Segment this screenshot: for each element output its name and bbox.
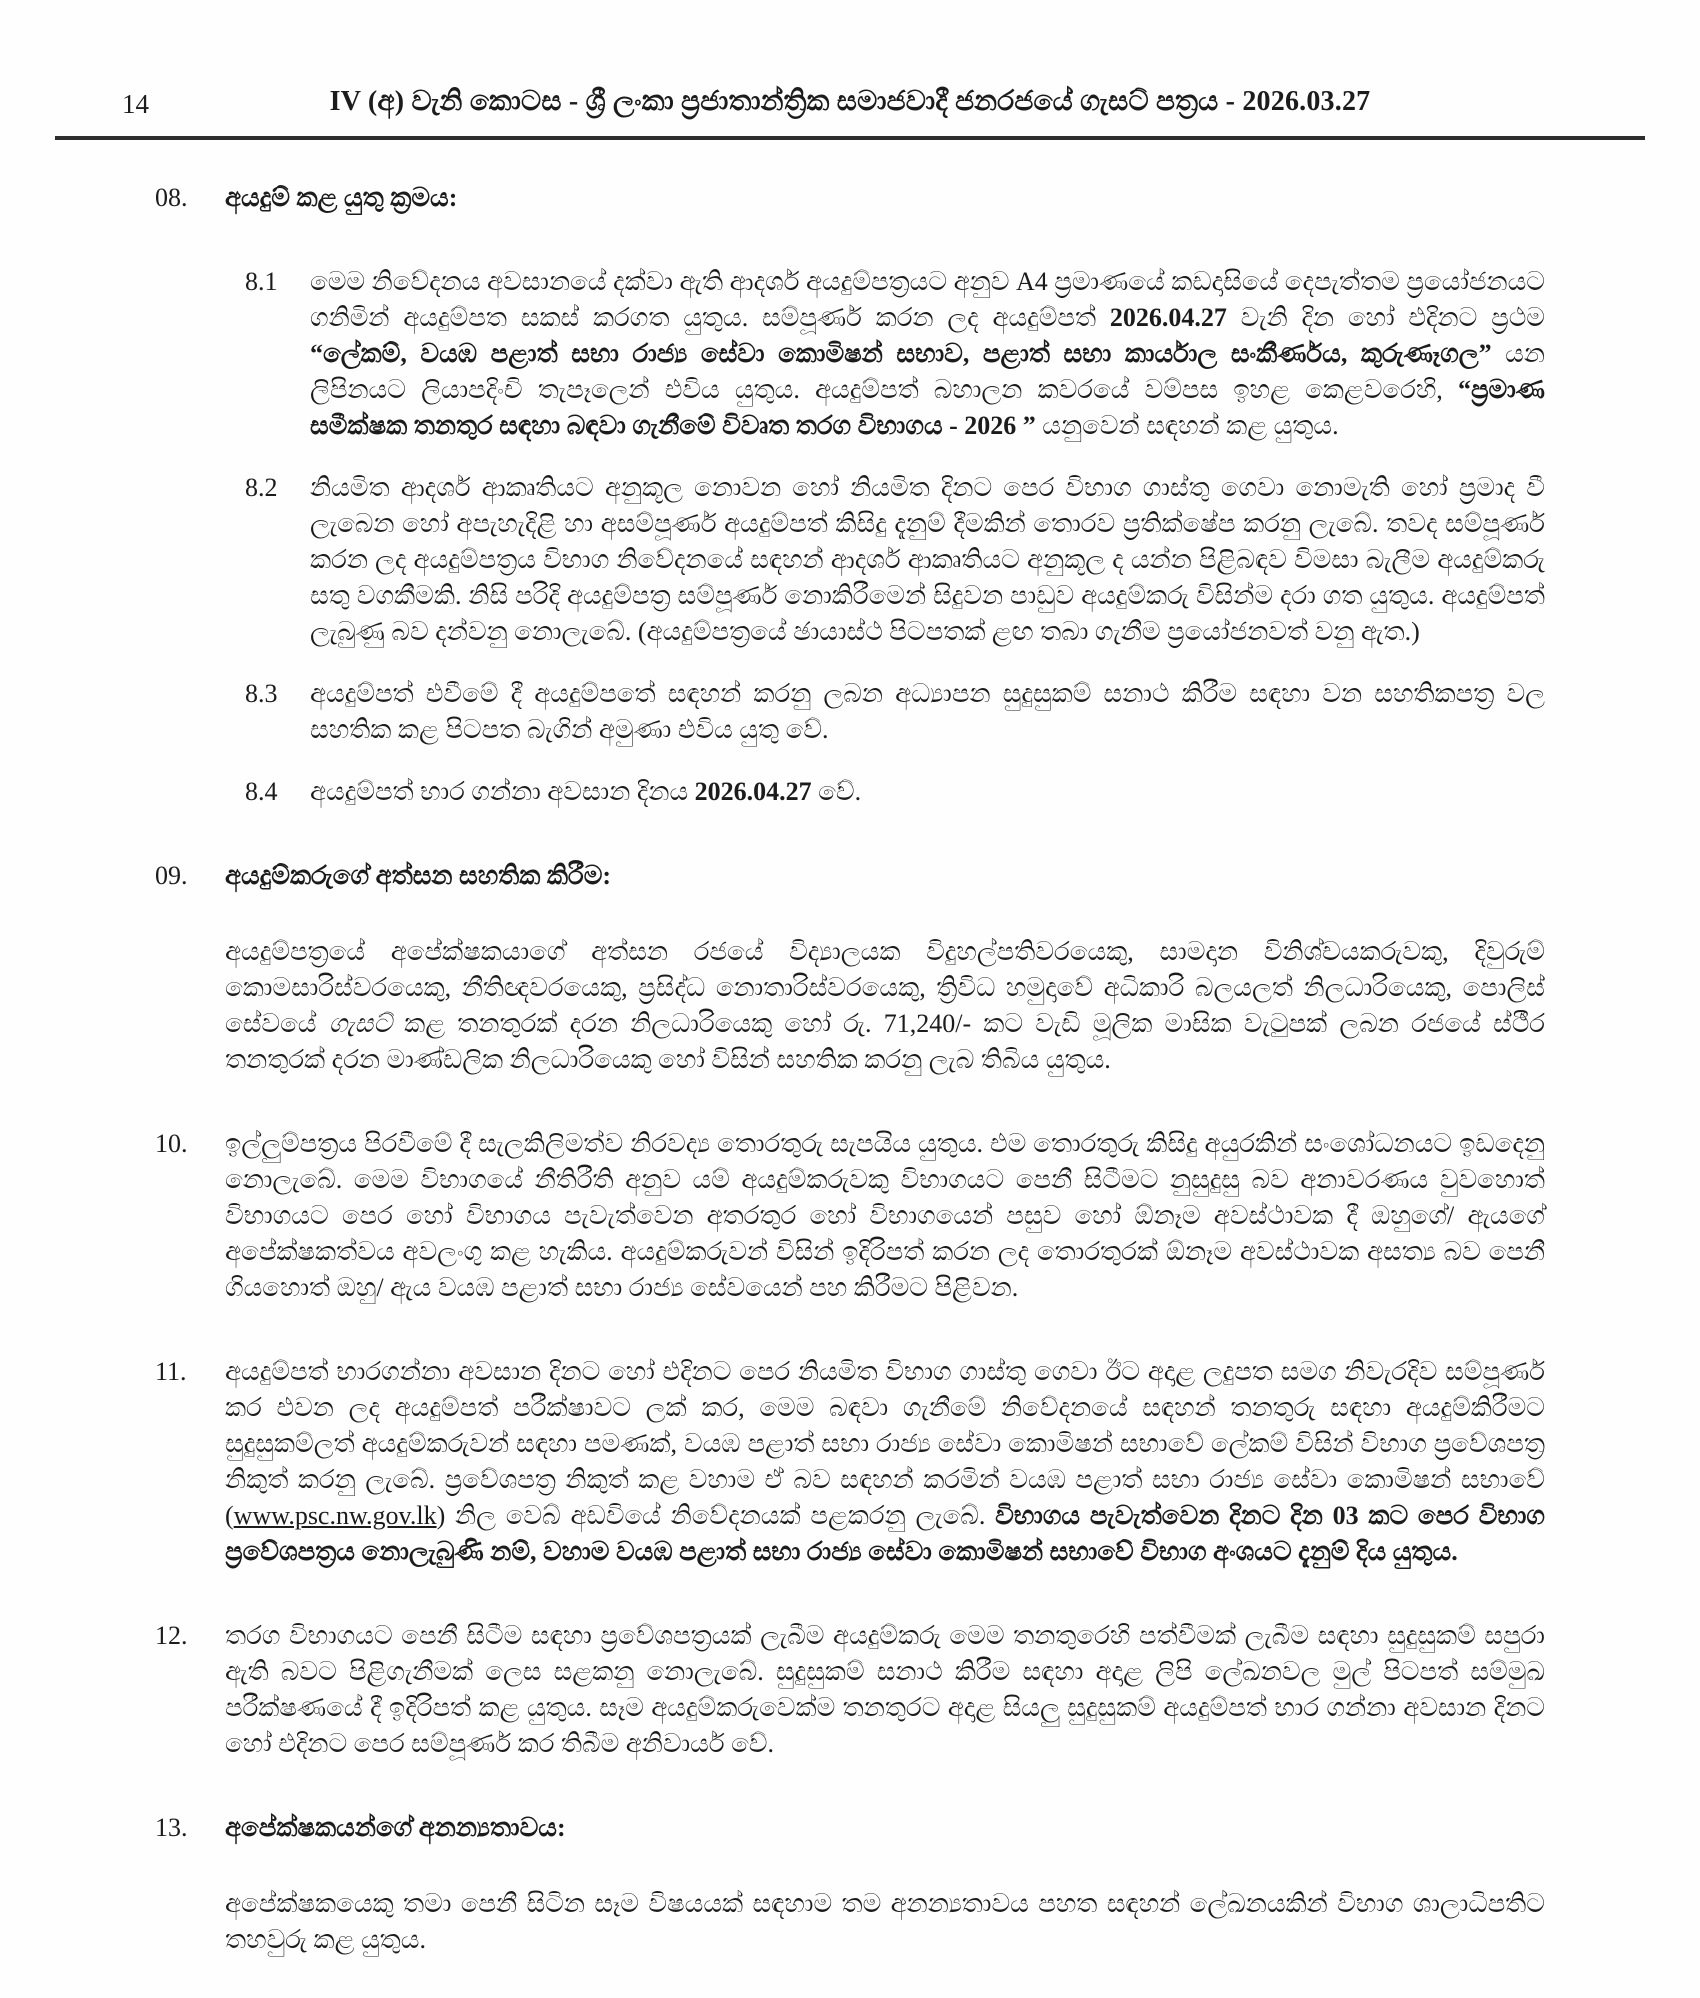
section-12-paragraph: තරග විභාගයට පෙනී සිටීම සඳහා ප්‍රවේශපත්‍රයක් ලැබීම අයදුම්කරු මෙම තනතුරෙහි පත්වීමක් ලැබීම සඳහා සුදුසුකම් සපුරා ඇති බවට පිළිගැනීමක් ලෙස සළකනු නොලැබේ. සුදුසුකම් සනාථ කිරීම සඳහා අදාළ ලිපි ලේඛනවල මුල් පිටපත් සම්මුඛ පරීක්ෂණයේ දී ඉදිරිපත් කළ යුතුය. සෑම අයදුම්කරුවෙක්ම තනතුරට අදාළ සියලු සුදුසුකම් අයදුම්පත් භාර ගන්නා අවසාන දිනට හෝ එදිනට පෙර සම්පූර්ණ කර තිබීම අනිවාර්ය වේ.: [225, 1621, 1545, 1758]
page-number: 14: [122, 89, 149, 119]
text-segment: වේ.: [811, 777, 862, 806]
section-13-body: [225, 1810, 1545, 1958]
subsection-8-3-number: 8.3: [245, 679, 278, 708]
page-content: [0, 180, 1700, 1998]
section-13-paragraph: අපේක්ෂකයෙකු තමා පෙනී සිටින සෑම විෂයයක් සඳහාම තම අනන්‍යතාවය පහත සඳහන් ලේඛනයකින් විභාග ශාලාධිපතිට තහවුරු කළ යුතුය.: [225, 1889, 1545, 1954]
section-11-body: [225, 1354, 1545, 1570]
section-11-paragraph: [225, 1354, 1545, 1570]
section-10-number: 10.: [155, 1129, 188, 1158]
section-11-number: 11.: [155, 1357, 187, 1386]
text-segment: මෙම නිවේදනය අවසානයේ දක්වා ඇති ආදර්ශ අයදුම්පත්‍රයට අනුව A4 ප්‍රමාණයේ කඩදාසියේ දෙපැත්තම ප්‍රයෝජනයට ගනිමින් අයදුම්පත සකස් කරගත යුතුය. සම්පූර්ණ කරන ලද අයදුම්පත්: [310, 267, 1545, 332]
text-segment: යනුවෙන් සඳහන් කළ යුතුය.: [1035, 411, 1339, 440]
text-segment: අයදුම්පත් භාරගන්නා අවසාන දිනට හෝ එදිනට පෙර නියමිත විභාග ගාස්තු ගෙවා ඊට අදාළ ලදුපත සමග නිවැරදිව සම්පූර්ණ කර එවන ලද අයදුම්පත් පරීක්ෂාවට ලක් කර, මෙම බඳවා ගැනීමේ නිවේදනයේ සඳහන් තනතුරු සඳහා අයදුම්කිරීමට සුදුසුකම්ලත් අයදුම්කරුවන් සඳහා පමණක්, වයඹ පළාත් සභා රාජ්‍ය සේවා කොමිෂන් සභාවේ ලේකම් විසින් විභාග ප්‍රවේශපත්‍ර නිකුත් කරනු ලැබේ. ප්‍රවේශපත්‍ර නිකුත් කළ වහාම ඒ බව සඳහන් කරමින් වයඹ පළාත් සභා රාජ්‍ය සේවා කොමිෂන් සභාවේ (: [225, 1357, 1545, 1530]
subsection-8-2: [225, 470, 1545, 650]
text-segment: අයදුම්පත් භාර ගන්නා අවසාන දිනය: [310, 777, 695, 806]
section-10-body: [225, 1126, 1545, 1306]
exam-name-bold: “ප්‍රමාණ සමීක්ෂක තනතුර සඳහා බඳවා ගැනීමේ විවෘත තරග විභාගය - 2026 ”: [310, 375, 1545, 440]
section-13-number: 13.: [155, 1813, 188, 1842]
subsection-8-4-paragraph: [310, 774, 1545, 810]
section-12: [155, 1618, 1545, 1762]
section-13-heading: අපේක්ෂකයන්ගේ අනන්‍යතාවය:: [225, 1813, 566, 1842]
admission-card-notice-bold: විභාගය පැවැත්වෙන දිනට දින 03 කට පෙර විභාග ප්‍රවේශපත්‍රය නොලැබුණි නම්, වහාම වයඹ පළාත් සභා රාජ්‍ය සේවා කොමිෂන් සභාවේ විභාග අංශයට දැනුම් දිය යුතුය.: [225, 1501, 1545, 1566]
subsection-8-2-paragraph: නියමිත ආදර්ශ ආකෘතියට අනුකූල නොවන හෝ නියමිත දිනට පෙර විභාග ගාස්තු ගෙවා නොමැති හෝ ප්‍රමාද වී ලැබෙන හෝ අපැහැදිළි හා අසම්පූර්ණ අයදුම්පත් කිසිදු දැනුම් දීමකින් තොරව ප්‍රතික්ෂේප කරනු ලැබේ. තවද සම්පූර්ණ කරන ලද අයදුම්පත්‍රය විභාග නිවේදනයේ සඳහන් ආදර්ශ ආකෘතියට අනුකූල ද යන්න පිළිබඳව විමසා බැලීම අයදුම්කරු සතු වගකීමකි. නිසි පරිදි අයදුම්පත්‍ර සම්පූර්ණ නොකිරීමෙන් සිදුවන පාඩුව අයදුම්කරු විසින්ම දරා ගත යුතුය. අයදුම්පත් ලැබුණු බව දන්වනු නොලැබේ. (අයදුම්පත්‍රයේ ඡායාස්ථ පිටපතක් ළඟ තබා ගැනීම ප්‍රයෝජනවත් වනු ඇත.): [310, 473, 1545, 646]
section-08: [155, 180, 1545, 810]
closing-date-bold: 2026.04.27: [1109, 303, 1227, 332]
page-header: [0, 0, 1700, 120]
psc-website-link[interactable]: www.psc.nw.gov.lk: [233, 1501, 437, 1530]
section-12-number: 12.: [155, 1621, 188, 1650]
section-08-number: 08.: [155, 183, 188, 212]
header-rule: [55, 136, 1645, 140]
subsection-8-3: [225, 676, 1545, 748]
section-10: [155, 1126, 1545, 1306]
section-08-heading: අයදුම් කළ යුතු ක්‍රමය:: [225, 183, 458, 212]
closing-date-bold: 2026.04.27: [694, 777, 812, 806]
section-12-body: [225, 1618, 1545, 1762]
text-segment: කළ තනතුරක් දරන නිලධාරියෙකු හෝ රු. 71,240/- කට වැඩි මූලික මාසික වැටුපක් ලබන රජයේ ස්ථීර තනතුරක් දරන මාණ්ඩලික නිලධාරියෙකු හෝ විසින් සහතික කරනු ලැබ තිබිය යුතුය.: [225, 1009, 1546, 1074]
text-segment: ) නිල වෙබ් අඩවියේ නිවේදනයක් පළකරනු ලැබේ.: [436, 1501, 996, 1530]
subsection-8-1: [225, 264, 1545, 444]
gazette-header-title: IV (අ) වැනි කොටස - ශ්‍රී ලංකා ප්‍රජාතාන්ත්‍රික සමාජවාදී ජනරජයේ ගැසට් පත්‍රය - 2026.03.27: [329, 86, 1371, 117]
gazetted-word-italic: ගැසට්: [328, 1009, 392, 1038]
subsection-8-1-number: 8.1: [245, 267, 278, 296]
section-10-paragraph: ඉල්ලුම්පත්‍රය පිරවීමේ දී සැලකිලිමත්ව නිරවද්‍ය තොරතුරු සැපයිය යුතුය. එම තොරතුරු කිසිදු අයුරකින් සංශෝධනයට ඉඩදෙනු නොලැබේ. මෙම විභාගයේ නීතිරීති අනුව යම් අයදුම්කරුවකු විභාගයට පෙනී සිටීමට නුසුදුසු බව අනාවරණය වුවහොත් විභාගයට පෙර හෝ විභාගය පැවැත්වෙන අතරතුර හෝ විභාගයෙන් පසුව හෝ ඕනෑම අවස්ථාවක දී ඔහුගේ/ ඇයගේ අපේක්ෂකත්වය අවලංගු කළ හැකිය. අයදුම්කරුවන් විසින් ඉදිරිපත් කරන ලද තොරතුරක් ඕනෑම අවස්ථාවක අසත්‍ය බව පෙනී ගියහොත් ඔහු/ ඇය වයඹ පළාත් සභා රාජ්‍ය සේවයෙන් පහ කිරීමට පිළිවන.: [225, 1129, 1545, 1302]
text-segment: යන ලිපිනයට ලියාපදිංචි තැපෑලෙන් එවිය යුතුය. අයදුම්පත් බහාලන කවරයේ වම්පස ඉහළ කෙළවරෙහි,: [310, 339, 1545, 404]
section-08-body: [225, 180, 1545, 810]
subsection-8-4-number: 8.4: [245, 777, 278, 806]
text-segment: අයදුම්පත්‍රයේ අපේක්ෂකයාගේ අත්සන රජයේ විද්‍යාලයක විදුහල්පතිවරයෙකු, සාමදාන විනිශ්චයකරුවකු, දිවුරුම් කොමසාරිස්වරයෙකු, නීතිඥවරයෙකු, ප්‍රසිද්ධ නොතාරිස්වරයෙකු, ත්‍රිවිධ හමුදාවේ අධිකාරි බලයලත් නිලධාරියෙකු, පොලිස් සේවයේ: [225, 937, 1545, 1038]
text-segment: වැනි දින හෝ එදිනට ප්‍රථම: [1226, 303, 1545, 332]
section-09-paragraph: [225, 934, 1545, 1078]
section-11: [155, 1354, 1545, 1570]
subsection-8-3-paragraph: අයදුම්පත් එවීමේ දී අයදුම්පතේ සඳහන් කරනු ලබන අධ්‍යාපන සුදුසුකම් සනාථ කිරීම සඳහා වන සහතිකපත්‍ර වල සහතික කළ පිටපත බැගින් අමුණා එවිය යුතු වේ.: [310, 679, 1545, 744]
postal-address-bold: “ලේකම්, වයඹ පළාත් සභා රාජ්‍ය සේවා කොමිෂන් සභාව, පළාත් සභා කාර්යාල සංකීර්ණය, කුරුණෑගල”: [310, 339, 1492, 368]
subsection-8-1-paragraph: [310, 264, 1545, 444]
section-13: [155, 1810, 1545, 1958]
section-09-body: [225, 858, 1545, 1078]
section-09: [155, 858, 1545, 1078]
section-09-heading: අයදුම්කරුගේ අත්සන සහතික කිරීම:: [225, 861, 612, 890]
section-09-number: 09.: [155, 861, 188, 890]
subsection-8-2-number: 8.2: [245, 473, 278, 502]
subsection-8-4: [225, 774, 1545, 810]
